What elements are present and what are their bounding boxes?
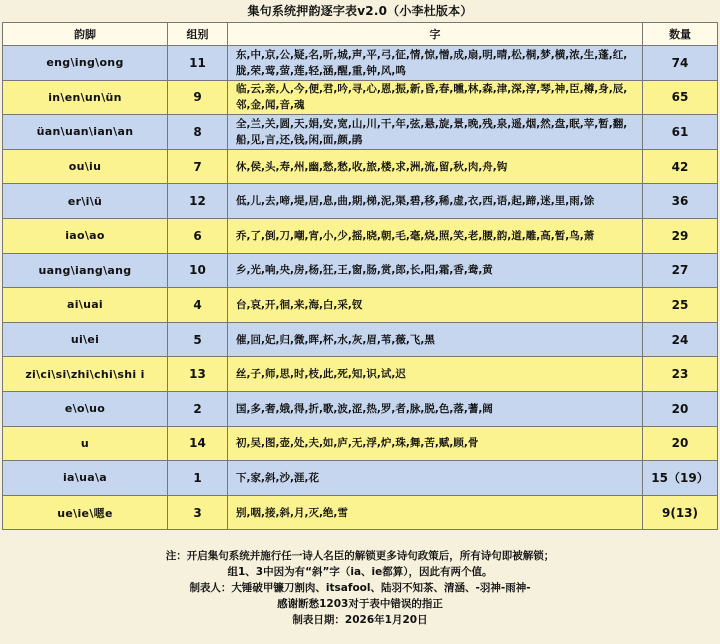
count-cell: 65	[643, 80, 718, 115]
group-cell: 4	[168, 288, 228, 323]
count-cell: 74	[643, 46, 718, 81]
rhyme-table	[2, 22, 718, 530]
group-cell: 5	[168, 322, 228, 357]
table-row	[3, 495, 718, 530]
rhyme-cell: ou\iu	[3, 149, 168, 184]
chars-cell: 国,多,奢,娥,得,折,歌,波,涩,热,罗,者,脉,脱,色,落,蓍,阔	[228, 391, 643, 426]
note-line: 组1、3中因为有“斜”字（ia、ie都算），因此有两个值。	[227, 566, 493, 578]
group-cell: 13	[168, 357, 228, 392]
count-cell: 61	[643, 115, 718, 150]
rhyme-cell: ia\ua\a	[3, 461, 168, 496]
table-row	[3, 288, 718, 323]
count-cell: 9(13)	[643, 495, 718, 530]
table-row	[3, 322, 718, 357]
count-cell: 25	[643, 288, 718, 323]
chars-cell: 乔,了,倒,刀,嘲,宵,小,少,摇,晓,朝,毛,毫,烧,照,笑,老,腰,韵,道,雕,高,暂,鸟,萧	[228, 218, 643, 253]
group-cell: 12	[168, 184, 228, 219]
rhyme-cell: üan\uan\ian\an	[3, 115, 168, 150]
table-row	[3, 184, 718, 219]
rhyme-cell: er\i\ü	[3, 184, 168, 219]
count-cell: 27	[643, 253, 718, 288]
table-row	[3, 218, 718, 253]
rhyme-cell: uang\iang\ang	[3, 253, 168, 288]
note-line: 注：开启集句系统并施行任一诗人名臣的解锁更多诗句政策后，所有诗句即被解锁；	[165, 550, 555, 562]
rhyme-cell: e\o\uo	[3, 391, 168, 426]
count-cell: 23	[643, 357, 718, 392]
table-body	[3, 46, 718, 530]
header-rhyme: 韵脚	[3, 23, 168, 46]
chars-cell: 全,兰,关,圆,天,娟,安,宽,山,川,干,年,弦,悬,旋,景,晚,残,泉,遥,烟,然,盘,眠,苹,暂,翻,船,见,言,还,钱,闲,面,颜,鹃	[228, 115, 643, 150]
table-row	[3, 149, 718, 184]
table-row	[3, 426, 718, 461]
group-cell: 2	[168, 391, 228, 426]
page-title: 集句系统押韵逐字表v2.0（小李杜版本）	[247, 4, 473, 18]
chars-cell: 别,咽,接,斜,月,灭,绝,雪	[228, 495, 643, 530]
table-row	[3, 46, 718, 81]
count-cell: 20	[643, 391, 718, 426]
table-row	[3, 80, 718, 115]
notes-section	[0, 548, 720, 628]
date-line: 制表日期：2026年1月20日	[292, 614, 428, 626]
header-count: 数量	[643, 23, 718, 46]
chars-cell: 台,哀,开,徊,来,海,白,采,钗	[228, 288, 643, 323]
rhyme-cell: eng\ing\ong	[3, 46, 168, 81]
header-group: 组别	[168, 23, 228, 46]
chars-cell: 乡,光,响,央,房,杨,狂,王,窗,肠,赏,郎,长,阳,霜,香,鸯,黄	[228, 253, 643, 288]
credits-line: 制表人：大锤破甲镰刀割肉、itsafool、陆羽不知茶、清涵、-羽神-雨神-	[189, 582, 531, 594]
count-cell: 24	[643, 322, 718, 357]
group-cell: 9	[168, 80, 228, 115]
chars-cell: 下,家,斜,沙,涯,花	[228, 461, 643, 496]
group-cell: 14	[168, 426, 228, 461]
group-cell: 7	[168, 149, 228, 184]
count-cell: 29	[643, 218, 718, 253]
count-cell: 20	[643, 426, 718, 461]
rhyme-cell: iao\ao	[3, 218, 168, 253]
chars-cell: 低,儿,去,啼,堤,居,息,曲,期,梯,泥,渠,碧,移,稀,虚,衣,西,语,起,蹄,迷,里,雨,馀	[228, 184, 643, 219]
chars-cell: 东,中,京,公,疑,名,听,城,声,平,弓,征,情,惊,憎,成,扇,明,晴,松,桐,梦,横,浓,生,蓬,红,胧,荣,莺,萤,莲,轻,涵,醒,重,钟,风,鸣	[228, 46, 643, 81]
group-cell: 8	[168, 115, 228, 150]
count-cell: 42	[643, 149, 718, 184]
chars-cell: 休,侯,头,寿,州,幽,愁,愁,收,旅,楼,求,洲,流,留,秋,肉,舟,钩	[228, 149, 643, 184]
rhyme-cell: zi\ci\si\zhi\chi\shi i	[3, 357, 168, 392]
table-row	[3, 391, 718, 426]
group-cell: 3	[168, 495, 228, 530]
chars-cell: 初,吴,图,壶,处,夫,如,庐,无,浮,炉,珠,舞,苦,赋,顾,骨	[228, 426, 643, 461]
group-cell: 11	[168, 46, 228, 81]
rhyme-cell: ue\ie\嗯e	[3, 495, 168, 530]
rhyme-cell: ai\uai	[3, 288, 168, 323]
thanks-line: 感谢断愁1203对于表中错误的指正	[277, 598, 443, 610]
header-chars: 字	[228, 23, 643, 46]
table-row	[3, 461, 718, 496]
count-cell: 15（19）	[643, 461, 718, 496]
group-cell: 1	[168, 461, 228, 496]
count-cell: 36	[643, 184, 718, 219]
chars-cell: 丝,子,师,思,时,枝,此,死,知,识,试,迟	[228, 357, 643, 392]
group-cell: 10	[168, 253, 228, 288]
table-row	[3, 253, 718, 288]
rhyme-cell: in\en\un\ün	[3, 80, 168, 115]
table-row	[3, 357, 718, 392]
rhyme-cell: u	[3, 426, 168, 461]
table-header-row	[3, 23, 718, 46]
table-row	[3, 115, 718, 150]
rhyme-cell: ui\ei	[3, 322, 168, 357]
chars-cell: 催,回,妃,归,微,晖,杯,水,灰,眉,苇,薇,飞,黑	[228, 322, 643, 357]
chars-cell: 临,云,亲,人,今,便,君,吟,寻,心,恩,振,新,昏,春,曛,林,森,津,深,淳,琴,神,臣,樽,身,辰,邻,金,闻,音,魂	[228, 80, 643, 115]
group-cell: 6	[168, 218, 228, 253]
